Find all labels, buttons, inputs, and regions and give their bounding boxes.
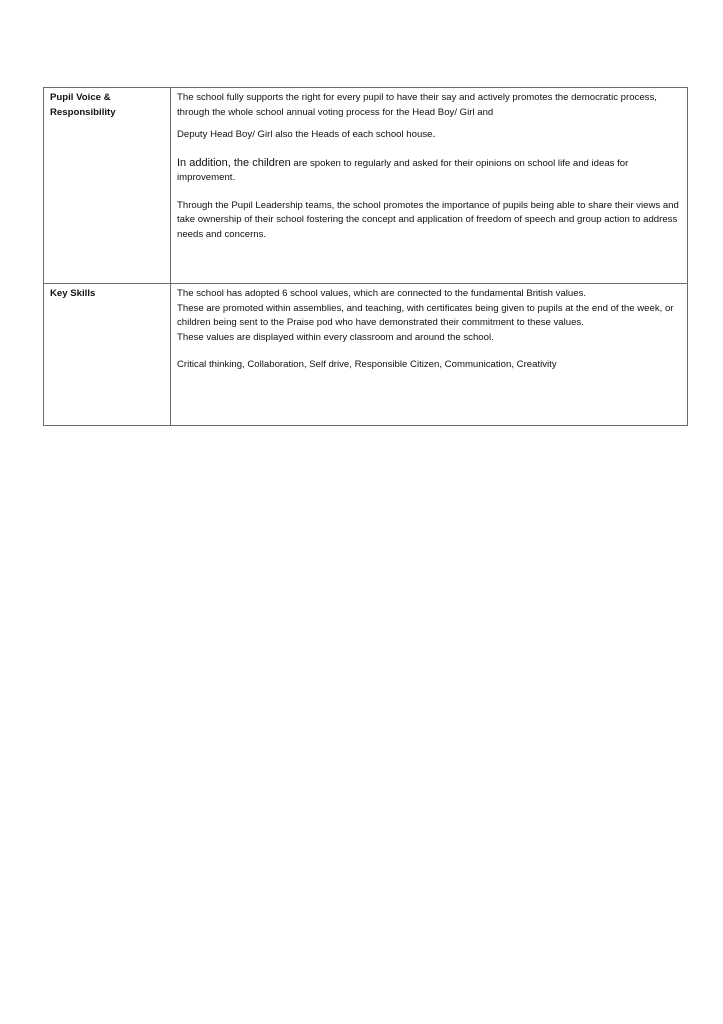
paragraph-period: .	[432, 128, 436, 140]
row-content-cell	[171, 284, 688, 426]
values-table	[43, 87, 688, 426]
table-row	[44, 88, 688, 284]
paragraph-text: Deputy Head Boy/ Girl also the Heads of each school house	[177, 129, 433, 140]
paragraph	[177, 156, 681, 186]
row-label-cell	[44, 88, 171, 284]
table-row	[44, 284, 688, 426]
paragraph: Through the Pupil Leadership teams, the school promotes the importance of pupils being able to share their views and take ownership of their school fostering the concept and application of freedom of speech and group action to address needs and concerns.	[177, 199, 679, 240]
row-label-cell	[44, 284, 171, 426]
paragraph: Critical thinking, Collaboration, Self drive, Responsible Citizen, Communication, Creativity	[177, 359, 557, 370]
paragraph: The school fully supports the right for every pupil to have their say and actively promotes the democratic process, through the whole school annual voting process for the Head Boy/ Girl and	[177, 92, 657, 118]
row-content-cell	[171, 88, 688, 284]
row-label: Responsibility	[50, 106, 116, 118]
paragraph	[177, 127, 681, 143]
row-label: Pupil Voice &	[50, 92, 111, 103]
paragraph: These are promoted within assemblies, and teaching, with certificates being given to pupils at the end of the week, or children being sent to the Praise pod who have demonstrated their commitment to these values.	[177, 302, 674, 328]
paragraph-lead: In addition, the children	[177, 156, 291, 169]
paragraph-text: are spoken to regularly and asked for their opinions on school life and ideas for improvement.	[177, 157, 629, 183]
paragraph: These values are displayed within every classroom and around the school.	[177, 331, 494, 343]
row-label: Key Skills	[50, 288, 96, 299]
paragraph: The school has adopted 6 school values, which are connected to the fundamental British values.	[177, 288, 587, 299]
